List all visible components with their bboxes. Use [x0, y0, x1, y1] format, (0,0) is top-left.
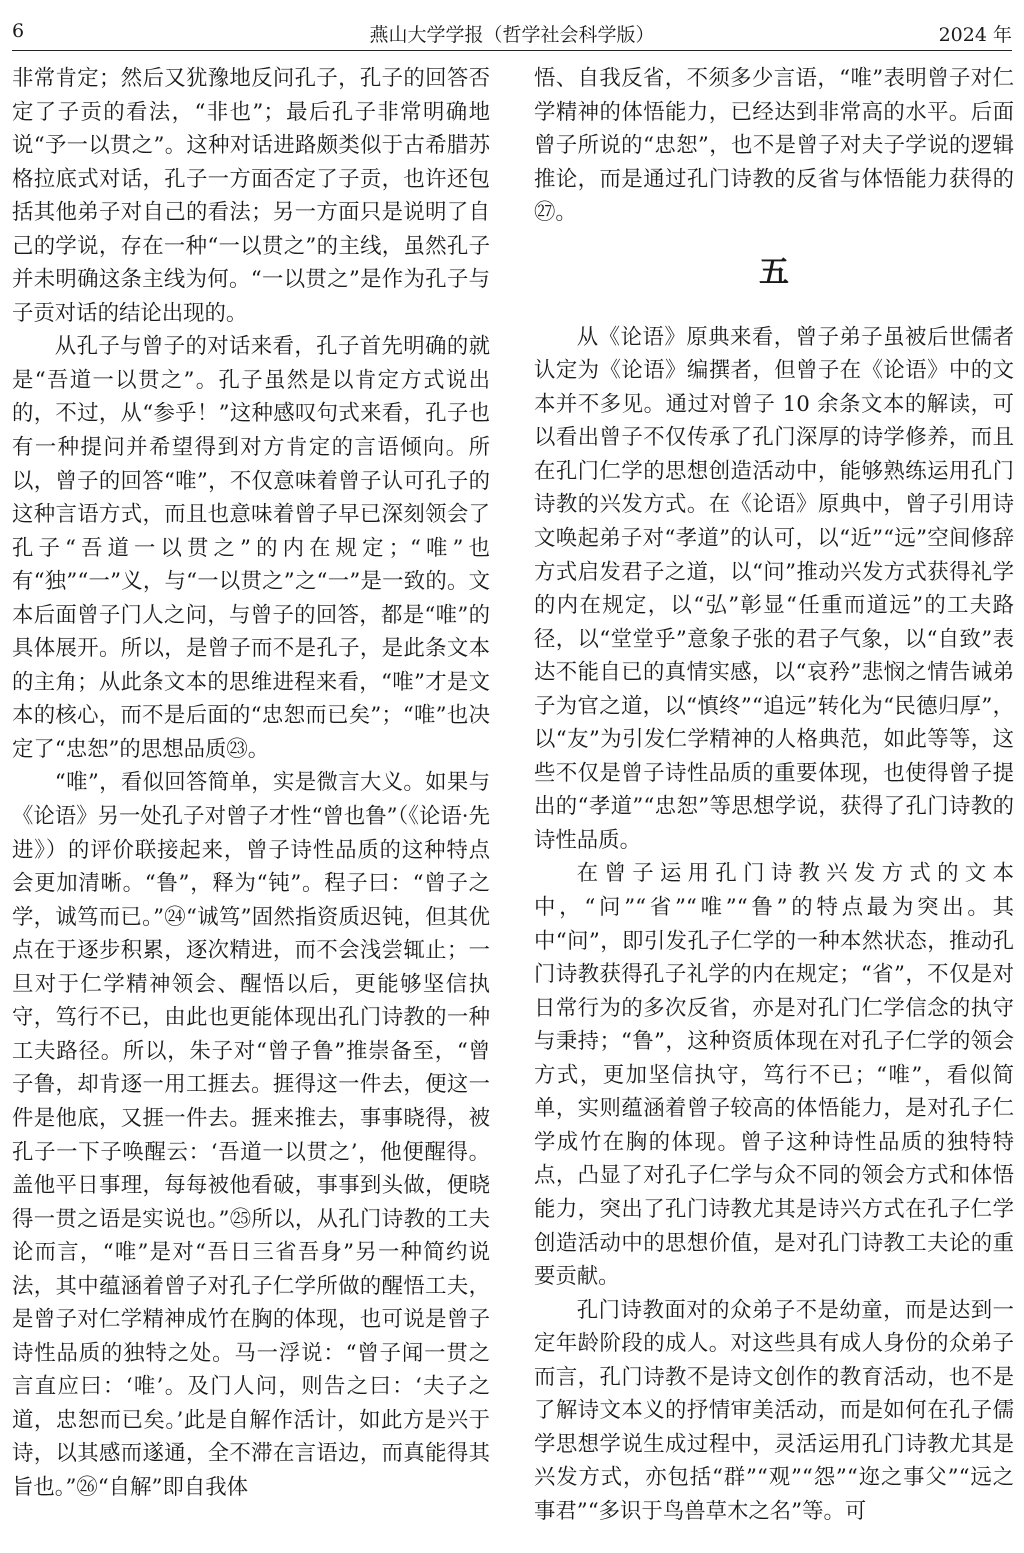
paragraph: 在曾子运用孔门诗教兴发方式的文本中，“问”“省”“唯”“鲁”的特点最为突出。其中“问”，即引发孔子仁学的一种本然状态，推动孔门诗教获得孔子礼学的内在规定；“省”，不仅是对日常行为的多次反省，亦是对孔门仁学信念的执守与秉持；“鲁”，这种资质体现在对孔子仁学的领会方式，更加坚信执守，笃行不已；“唯”，看似简单，实则蕴涵着曾子较高的体悟能力，是对孔子仁学成竹在胸的体现。曾子这种诗性品质的独特特点，凸显了对孔子仁学与众不同的领会方式和体悟能力，突出了孔门诗教尤其是诗兴方式在孔子仁学创造活动中的思想价值，是对孔门诗教工夫论的重要贡献。 [534, 861, 1014, 1290]
right-column [534, 62, 1014, 1528]
journal-title: 燕山大学学报（哲学社会科学版） [369, 24, 655, 46]
left-column [12, 62, 490, 1505]
paragraph: 从《论语》原典来看，曾子弟子虽被后世儒者认定为《论语》编撰者，但曾子在《论语》中的文本并不多见。通过对曾子 10 余条文本的解读，可以看出曾子不仅传承了孔门深厚的诗学修养，而且在孔门仁学的思想创造活动中，能够熟练运用孔门诗教的兴发方式。在《论语》原典中，曾子引用诗文唤起弟子对“孝道”的认可，以“近”“远”空间修辞方式启发君子之道，以“问”推动兴发方式获得礼学的内在规定，以“弘”彰显“任重而道远”的工夫路径，以“堂堂乎”意象子张的君子气象，以“自致”表达不能自已的真情实感，以“哀矜”悲悯之情告诫弟子为官之道，以“慎终”“追远”转化为“民德归厚”，以“友”为引发仁学精神的人格典范，如此等等，这些不仅是曾子诗性品质的重要体现，也使得曾子提出的“孝道”“忠恕”等思想学说，获得了孔门诗教的诗性品质。 [534, 324, 1014, 853]
section-heading: 五 [759, 254, 789, 290]
page-number: 6 [12, 20, 25, 42]
paragraph: 孔门诗教面对的众弟子不是幼童，而是达到一定年龄阶段的成人。对这些具有成人身份的众弟子而言，孔门诗教不是诗文创作的教育活动，也不是了解诗文本义的抒情审美活动，而是如何在孔子儒学思想学说生成过程中，灵活运用孔门诗教尤其是兴发方式，亦包括“群”“观”“怨”“迩之事父”“远之事君”“多识于鸟兽草木之名”等。可 [534, 1297, 1014, 1524]
publication-year: 2024 年 [938, 24, 1012, 46]
paragraph-continuation: 悟、自我反省，不须多少言语，“唯”表明曾子对仁学精神的体悟能力，已经达到非常高的水平。后面曾子所说的“忠恕”，也不是曾子对夫子学说的逻辑推论，而是通过孔门诗教的反省与体悟能力获得的㉗。 [534, 66, 1014, 226]
running-header [12, 18, 1012, 51]
paragraph: “唯”，看似回答简单，实是微言大义。如果与《论语》另一处孔子对曾子才性“曾也鲁”（《论语·先进》）的评价联接起来，曾子诗性品质的这种特点会更加清晰。“鲁”，释为“钝”。程子曰：“曾子之学，诚笃而已。”㉔“诚笃”固然指资质迟钝，但其优点在于逐步积累，逐次精进，而不会浅尝辄止；一旦对于仁学精神领会、醒悟以后，更能够坚信执守，笃行不已，由此也更能体现出孔门诗教的一种工夫路径。所以，朱子对“曾子鲁”推崇备至，“曾子鲁，却肯逐一用工捱去。捱得这一件去，便这一件是他底，又捱一件去。捱来推去，事事晓得，被孔子一下子唤醒云：‘吾道一以贯之’，他便醒得。盖他平日事理，每每被他看破，事事到头做，便晓得一贯之语是实说也。”㉕所以，从孔门诗教的工夫论而言，“唯”是对“吾日三省吾身”另一种简约说法，其中蕴涵着曾子对孔子仁学所做的醒悟工夫，是曾子对仁学精神成竹在胸的体现，也可说是曾子诗性品质的独特之处。马一浮说：“曾子闻一贯之言直应曰：‘唯’。及门人问，则告之曰：‘夫子之道，忠恕而已矣。’此是自解作活计，如此方是兴于诗，以其感而遂通，全不滞在言语边，而真能得其旨也。”㉖“自解”即自我体 [12, 770, 490, 1500]
paragraph: 非常肯定；然后又犹豫地反问孔子，孔子的回答否定了子贡的看法，“非也”；最后孔子非常明确地说“予一以贯之”。这种对话进路颇类似于古希腊苏格拉底式对话，孔子一方面否定了子贡，也许还包括其他弟子对自己的看法；另一方面只是说明了自己的学说，存在一种“一以贯之”的主线，虽然孔子并未明确这条主线为何。“一以贯之”是作为孔子与子贡对话的结论出现的。 [12, 66, 490, 326]
paragraph: 从孔子与曾子的对话来看，孔子首先明确的就是“吾道一以贯之”。孔子虽然是以肯定方式说出的，不过，从“参乎！”这种感叹句式来看，孔子也有一种提问并希望得到对方肯定的言语倾向。所以，曾子的回答“唯”，不仅意味着曾子认可孔子的这种言语方式，而且也意味着曾子早已深刻领会了孔子“吾道一以贯之”的内在规定；“唯”也有“独”“一”义，与“一以贯之”之“一”是一致的。文本后面曾子门人之问，与曾子的回答，都是“唯”的具体展开。所以，是曾子而不是孔子，是此条文本的主角；从此条文本的思维进程来看，“唯”才是文本的核心，而不是后面的“忠恕而已矣”；“唯”也决定了“忠恕”的思想品质㉓。 [12, 334, 490, 762]
